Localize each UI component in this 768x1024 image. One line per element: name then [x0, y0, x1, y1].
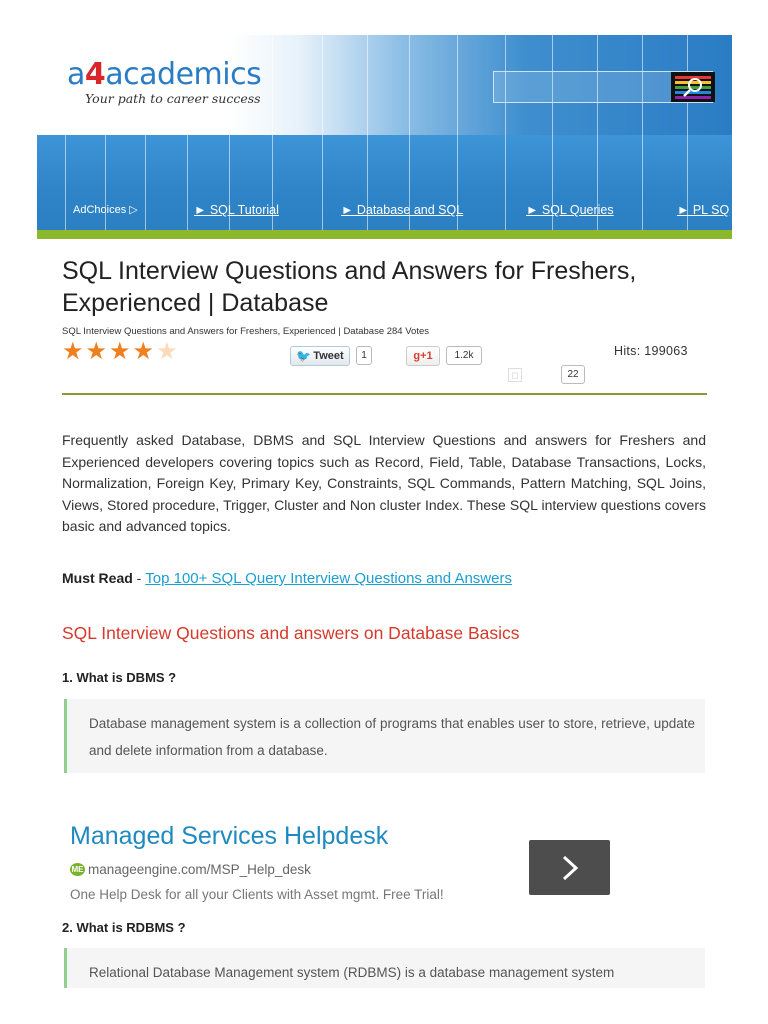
- site-header: [37, 35, 732, 239]
- facebook-like-count: 22: [561, 365, 585, 384]
- header-stripe: [65, 35, 66, 230]
- section-heading: SQL Interview Questions and answers on Database Basics: [62, 623, 520, 643]
- search-button[interactable]: [671, 72, 715, 102]
- nav-link-database-and-sql[interactable]: ► Database and SQL: [341, 203, 464, 217]
- tweet-count: 1: [356, 346, 372, 365]
- logo-text-prefix: a: [67, 57, 85, 92]
- ad-url-text: manageengine.com/MSP_Help_desk: [88, 862, 311, 877]
- answer-box: Database management system is a collection of programs that enables user to store, retrieve, update and delete information from a database.: [64, 699, 705, 773]
- header-stripe: [552, 35, 553, 230]
- nav-bar: [37, 203, 732, 223]
- answer-box: Relational Database Management system (RDBMS) is a database management system: [64, 948, 705, 988]
- logo-text-suffix: academics: [105, 57, 262, 92]
- adchoices-label[interactable]: AdChoices ▷: [73, 204, 138, 216]
- question-heading: 1. What is DBMS ?: [62, 670, 177, 685]
- tweet-button[interactable]: [290, 346, 350, 366]
- must-read-separator: -: [132, 570, 146, 586]
- header-green-bar: [37, 230, 732, 239]
- logo-text-four: 4: [84, 57, 106, 92]
- must-read-label: Must Read: [62, 570, 133, 586]
- must-read-line: [62, 570, 512, 587]
- header-stripe: [457, 35, 458, 230]
- nav-link-pl-sql[interactable]: ► PL SQ: [677, 203, 730, 217]
- rating-stars[interactable]: [62, 338, 178, 365]
- star-icon[interactable]: ★: [109, 338, 131, 365]
- star-icon[interactable]: ★: [85, 338, 108, 365]
- twitter-bird-icon: 🐦: [296, 349, 312, 363]
- search-icon: [675, 74, 711, 100]
- ad-url[interactable]: [70, 862, 311, 877]
- title-subline: SQL Interview Questions and Answers for Freshers, Experienced | Database 284 Votes: [62, 326, 430, 337]
- header-stripe: [367, 35, 368, 230]
- chevron-right-icon: [560, 854, 580, 882]
- header-stripe: [687, 35, 688, 230]
- site-logo[interactable]: [67, 57, 261, 92]
- facebook-like-icon[interactable]: ◻: [508, 368, 522, 382]
- header-stripe: [642, 35, 643, 230]
- ad-next-button[interactable]: [529, 840, 610, 895]
- ad-description: One Help Desk for all your Clients with Asset mgmt. Free Trial!: [70, 887, 444, 902]
- header-stripe: [505, 35, 506, 230]
- must-read-link[interactable]: Top 100+ SQL Query Interview Questions and Answers: [145, 570, 512, 587]
- star-empty-icon[interactable]: ★: [156, 338, 178, 365]
- nav-link-sql-queries[interactable]: ► SQL Queries: [526, 203, 614, 217]
- gplus-count: 1.2k: [446, 346, 482, 365]
- site-tagline: Your path to career success: [85, 91, 261, 106]
- header-stripe: [597, 35, 598, 230]
- ad-title-link[interactable]: Managed Services Helpdesk: [70, 822, 389, 850]
- title-divider: [62, 393, 707, 395]
- star-icon[interactable]: ★: [62, 338, 84, 365]
- tweet-label: Tweet: [313, 350, 344, 362]
- intro-paragraph: Frequently asked Database, DBMS and SQL Interview Questions and answers for Freshers and Experienced developers covering topics such as Record, Field, Table, Database Transactions, Locks, Normalization, Foreign Key, Primary Key, Constraints, SQL Commands, Pattern Matching, SQL Joins, Views, Stored procedure, Trigger, Cluster and Non cluster Index. These SQL interview questions covers basic and advanced topics.: [62, 432, 706, 534]
- header-stripe: [409, 35, 410, 230]
- manageengine-logo-icon: ME: [71, 865, 84, 874]
- question-heading: 2. What is RDBMS ?: [62, 920, 186, 935]
- hits-counter: Hits: 199063: [614, 344, 688, 358]
- header-stripe: [322, 35, 323, 230]
- gplus-button[interactable]: g+1: [406, 346, 440, 366]
- header-stripe: [272, 35, 273, 230]
- star-icon[interactable]: ★: [132, 338, 155, 365]
- nav-link-sql-tutorial[interactable]: ► SQL Tutorial: [194, 203, 279, 217]
- page-title: SQL Interview Questions and Answers for Freshers, Experienced | Database: [62, 257, 637, 317]
